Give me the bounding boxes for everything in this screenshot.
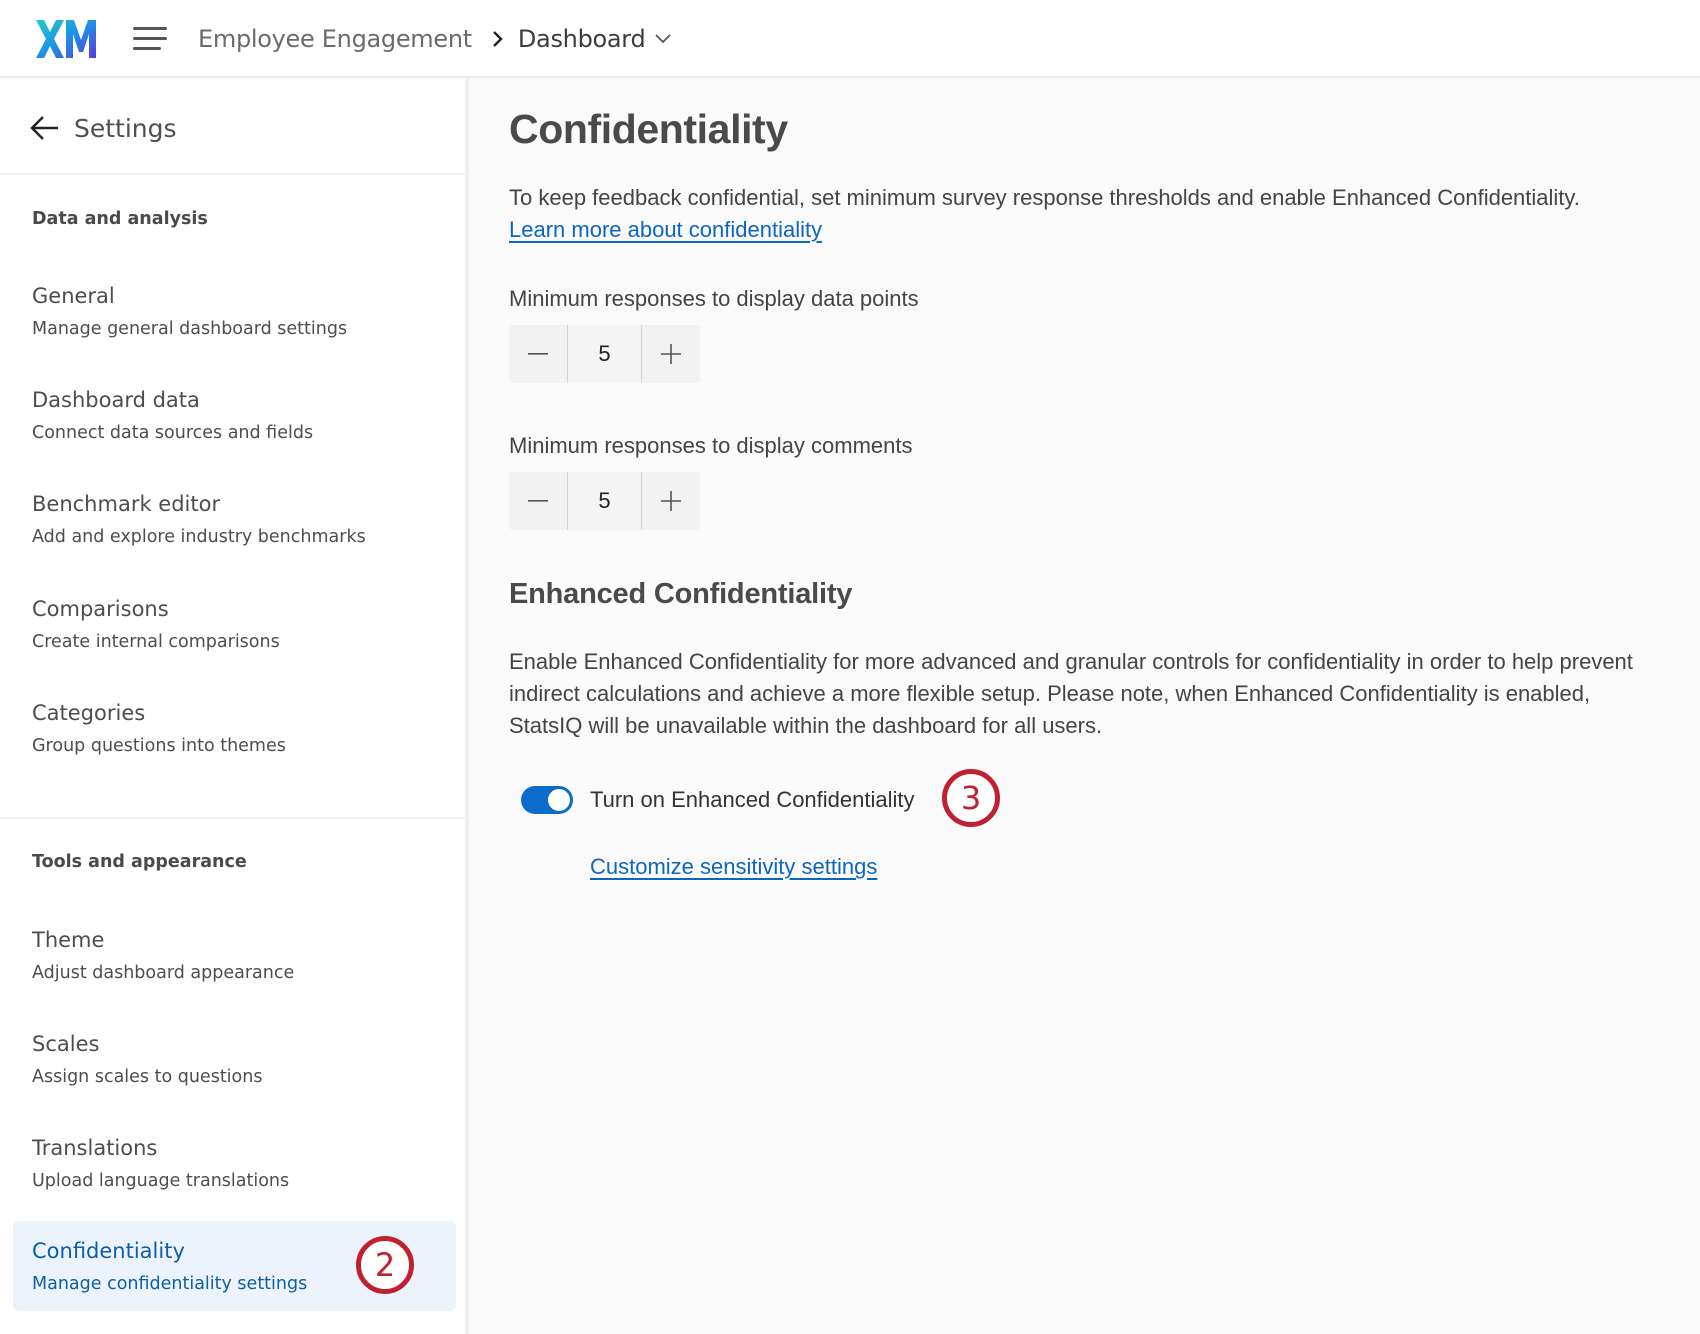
enhanced-confidentiality-toggle[interactable] (521, 786, 573, 814)
sidebar-item-subtitle: Adjust dashboard appearance (32, 963, 295, 983)
sidebar-item-title: Translations (32, 1136, 158, 1160)
sidebar-item-confidentiality[interactable] (13, 1221, 456, 1311)
min-data-points-label: Minimum responses to display data points (509, 286, 919, 311)
divider (0, 173, 469, 175)
breadcrumb-project[interactable]: Employee Engagement (198, 25, 472, 53)
enhanced-confidentiality-description: Enable Enhanced Confidentiality for more advanced and granular controls for confidentiality in order to help prevent indirect calculations and achieve a more flexible setup. Please note, when Enhanced Confidentiality is enabled, StatsIQ will be unavailable within the dashboard for all users. (509, 649, 1633, 738)
step-badge-2: 2 (356, 1236, 414, 1294)
sidebar-item-subtitle: Manage confidentiality settings (32, 1274, 308, 1294)
breadcrumb-page[interactable]: Dashboard (517, 25, 646, 53)
step-badge-3: 3 (942, 769, 1000, 827)
enhanced-confidentiality-toggle-row (521, 780, 915, 820)
breadcrumb (198, 20, 671, 58)
plus-icon (661, 491, 681, 511)
page-title: Confidentiality (509, 106, 788, 152)
min-comments-stepper (509, 472, 700, 530)
sidebar-item-subtitle: Manage general dashboard settings (32, 319, 348, 339)
min-data-points-value[interactable]: 5 (567, 325, 642, 383)
toggle-knob (547, 788, 571, 812)
sidebar-item-comparisons[interactable] (13, 587, 456, 677)
sidebar-item-subtitle: Add and explore industry benchmarks (32, 527, 366, 547)
menu-icon[interactable] (133, 27, 167, 53)
sidebar-item-subtitle: Create internal comparisons (32, 632, 280, 652)
decrement-button[interactable] (509, 325, 567, 383)
chevron-right-icon (490, 29, 504, 49)
settings-label: Settings (74, 113, 177, 143)
divider (0, 817, 469, 819)
decrement-button[interactable] (509, 472, 567, 530)
sidebar-item-theme[interactable] (13, 918, 456, 1008)
sidebar-item-title: Benchmark editor (32, 492, 221, 516)
sidebar-item-title: General (32, 284, 115, 308)
sidebar-item-title: Categories (32, 701, 146, 725)
sidebar-item-title: Theme (32, 928, 105, 952)
back-to-settings-button[interactable] (30, 108, 177, 148)
sidebar-item-general[interactable] (13, 274, 456, 364)
intro-body: To keep feedback confidential, set minimum survey response thresholds and enable Enhanced Confidentiality. (509, 185, 1580, 210)
sidebar-item-title: Scales (32, 1032, 100, 1056)
sidebar-item-subtitle: Assign scales to questions (32, 1067, 263, 1087)
chevron-down-icon[interactable] (655, 34, 671, 44)
increment-button[interactable] (642, 472, 700, 530)
intro-text (509, 182, 1609, 246)
learn-more-link[interactable]: Learn more about confidentiality (509, 217, 823, 242)
customize-sensitivity-link[interactable]: Customize sensitivity settings (590, 854, 878, 879)
increment-button[interactable] (642, 325, 700, 383)
toggle-label: Turn on Enhanced Confidentiality (590, 787, 915, 812)
minus-icon (528, 500, 548, 502)
sidebar-item-title: Confidentiality (32, 1239, 185, 1263)
min-comments-value[interactable]: 5 (567, 472, 642, 530)
settings-sidebar (0, 78, 469, 1334)
sidebar-item-translations[interactable] (13, 1126, 456, 1216)
enhanced-confidentiality-heading: Enhanced Confidentiality (509, 578, 853, 610)
main-content (473, 78, 1700, 1334)
sidebar-item-scales[interactable] (13, 1022, 456, 1112)
arrow-left-icon (30, 115, 60, 141)
top-header (0, 0, 1700, 78)
sidebar-item-title: Dashboard data (32, 388, 200, 412)
sidebar-item-categories[interactable] (13, 691, 456, 781)
min-data-points-stepper (509, 325, 700, 383)
sidebar-item-subtitle: Upload language translations (32, 1171, 290, 1191)
min-comments-label: Minimum responses to display comments (509, 433, 913, 458)
minus-icon (528, 353, 548, 355)
sidebar-item-title: Comparisons (32, 597, 169, 621)
sidebar-item-subtitle: Connect data sources and fields (32, 423, 314, 443)
section-title-data-analysis: Data and analysis (32, 209, 208, 229)
xm-logo-icon[interactable] (36, 20, 96, 58)
sidebar-item-subtitle: Group questions into themes (32, 736, 286, 756)
section-title-tools-appearance: Tools and appearance (32, 852, 247, 872)
sidebar-item-dashboard-data[interactable] (13, 378, 456, 468)
sidebar-item-benchmark-editor[interactable] (13, 482, 456, 572)
plus-icon (661, 344, 681, 364)
